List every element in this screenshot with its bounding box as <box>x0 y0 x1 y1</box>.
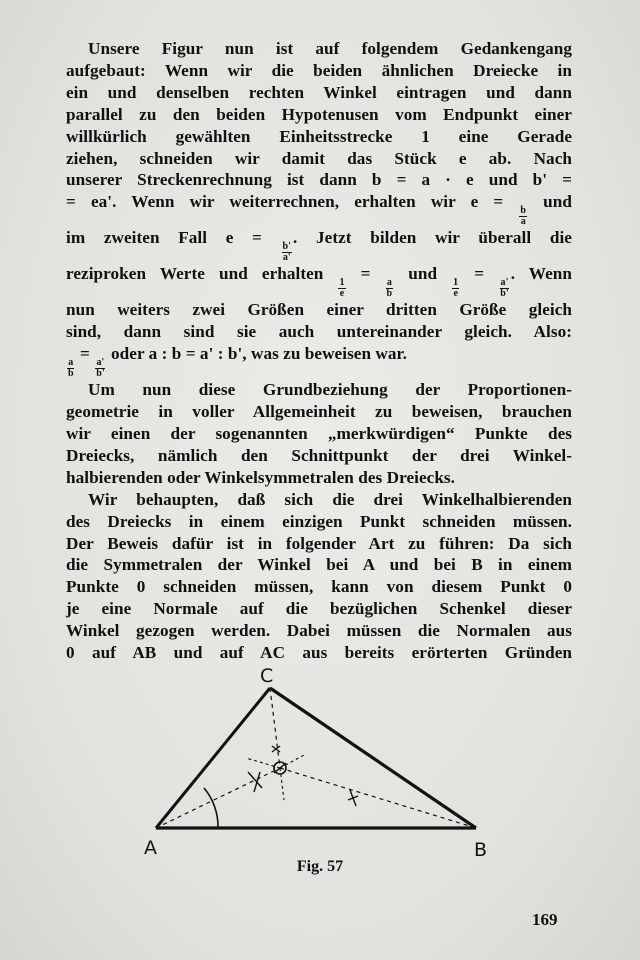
side-ac <box>156 688 270 828</box>
text-fragment: = ea'. Wenn wir weiterrechnen, erhalten wir e = <box>66 192 504 212</box>
text-line: die Symmetralen der Winkel bei A und bei B in einem <box>66 555 572 575</box>
text-line: Unsere Figur nun ist auf folgendem Gedankengang <box>88 39 572 58</box>
text-fragment: und <box>543 192 572 212</box>
text-line <box>66 263 572 299</box>
text-line: halbierenden oder Winkelsymmetralen des Dreiecks. <box>66 467 456 487</box>
fraction <box>67 358 75 379</box>
fraction <box>519 206 527 227</box>
text-line: 0 auf AB und auf AC aus bereits erörterten Gründen <box>66 643 572 663</box>
label-a: A <box>144 837 157 859</box>
fraction <box>386 278 394 299</box>
tick-mark-c <box>272 746 280 752</box>
label-b: B <box>474 839 488 860</box>
text-line: unserer Streckenrechnung ist dann b = a · e und b' = <box>66 170 572 190</box>
text-line: Dreiecks, nämlich den Schnittpunkt der drei Winkel- <box>66 445 572 465</box>
text-line: Der Beweis dafür ist in folgender Art zu führen: Da sich <box>66 533 572 553</box>
text-line: parallel zu den beiden Hypotenusen vom Endpunkt einer <box>66 104 572 124</box>
text-line: ein und denselben rechten Winkel eintragen und dann <box>66 82 572 102</box>
fraction-numerator: a <box>386 277 392 289</box>
fraction-denominator: b <box>68 368 74 380</box>
fraction <box>452 278 459 299</box>
text-line: Wir behaupten, daß sich die drei Winkelhalbierenden <box>88 489 572 509</box>
fraction <box>499 278 509 299</box>
body-text <box>66 38 572 664</box>
text-line: aufgebaut: Wenn wir die beiden ähnlichen Dreiecke in <box>66 60 572 80</box>
text-line: des Dreiecks in einem einzigen Punkt schneiden müssen. <box>66 511 572 531</box>
text-line: je eine Normale auf die bezüglichen Schenkel dieser <box>66 599 572 619</box>
label-c: C <box>260 665 274 687</box>
fraction-denominator: e <box>453 288 458 300</box>
paragraph-1 <box>66 38 572 379</box>
bisector-b <box>280 768 476 828</box>
fraction <box>95 358 105 379</box>
fraction-numerator: b' <box>282 241 291 253</box>
fraction-numerator: a' <box>96 357 105 369</box>
fraction <box>282 242 292 263</box>
bisector-c <box>270 688 280 768</box>
angle-arc-a <box>204 788 218 828</box>
text-line <box>66 227 572 263</box>
fraction-denominator: a' <box>282 252 291 264</box>
fraction-numerator: 1 <box>453 277 459 289</box>
text-line <box>66 343 572 379</box>
fraction-denominator: b' <box>96 368 105 380</box>
fraction-numerator: a' <box>500 277 509 289</box>
text-fragment: = <box>79 344 90 364</box>
text-line: geometrie in voller Allgemeinheit zu beweisen, brauchen <box>66 402 572 422</box>
figure-caption: Fig. 57 <box>296 858 344 875</box>
text-line: Punkte 0 schneiden müssen, kann von diesem Punkt 0 <box>66 577 572 597</box>
fraction <box>338 278 345 299</box>
fraction-denominator: a <box>520 216 526 228</box>
text-fragment: . Wenn <box>510 264 572 284</box>
fraction-numerator: a <box>68 357 74 369</box>
text-fragment: = <box>474 264 485 284</box>
text-fragment: oder a : b = a' : b', was zu beweisen war. <box>111 344 407 364</box>
fraction-denominator: b <box>386 288 393 300</box>
normal-cb <box>280 754 306 768</box>
fraction-denominator: b' <box>500 288 509 300</box>
text-fragment: reziproken Werte und erhalten <box>66 264 324 284</box>
text-line: ziehen, schneiden wir damit das Stück e ab. Nach <box>66 148 572 168</box>
text-line: Winkel gezogen werden. Dabei müssen die Normalen aus <box>66 621 572 641</box>
side-cb <box>270 688 476 828</box>
fraction-numerator: 1 <box>339 277 345 289</box>
page-number: 169 <box>532 910 558 929</box>
text-fragment: und <box>408 264 438 284</box>
text-line: sind, dann sind sie auch untereinander gleich. Also: <box>66 322 572 342</box>
triangle-figure <box>130 660 510 860</box>
fraction-numerator: b <box>520 205 527 217</box>
text-fragment: im zweiten Fall e = <box>66 228 262 248</box>
text-line <box>66 191 572 227</box>
tick-mark-b <box>348 790 358 806</box>
text-line: Um nun diese Grundbeziehung der Proportionen- <box>88 380 572 400</box>
paragraph-3 <box>66 489 572 664</box>
text-fragment: . Jetzt bilden wir überall die <box>293 228 572 248</box>
text-fragment: = <box>360 264 371 284</box>
text-line: willkürlich gewählten Einheitsstrecke 1 eine Gerade <box>66 126 572 146</box>
paragraph-2 <box>66 379 572 489</box>
text-line: wir einen der sogenannten „merkwürdigen“ Punkte des <box>66 423 572 443</box>
text-line: nun weiters zwei Größen einer dritten Größe gleich <box>66 300 572 320</box>
fraction-denominator: e <box>339 288 345 300</box>
